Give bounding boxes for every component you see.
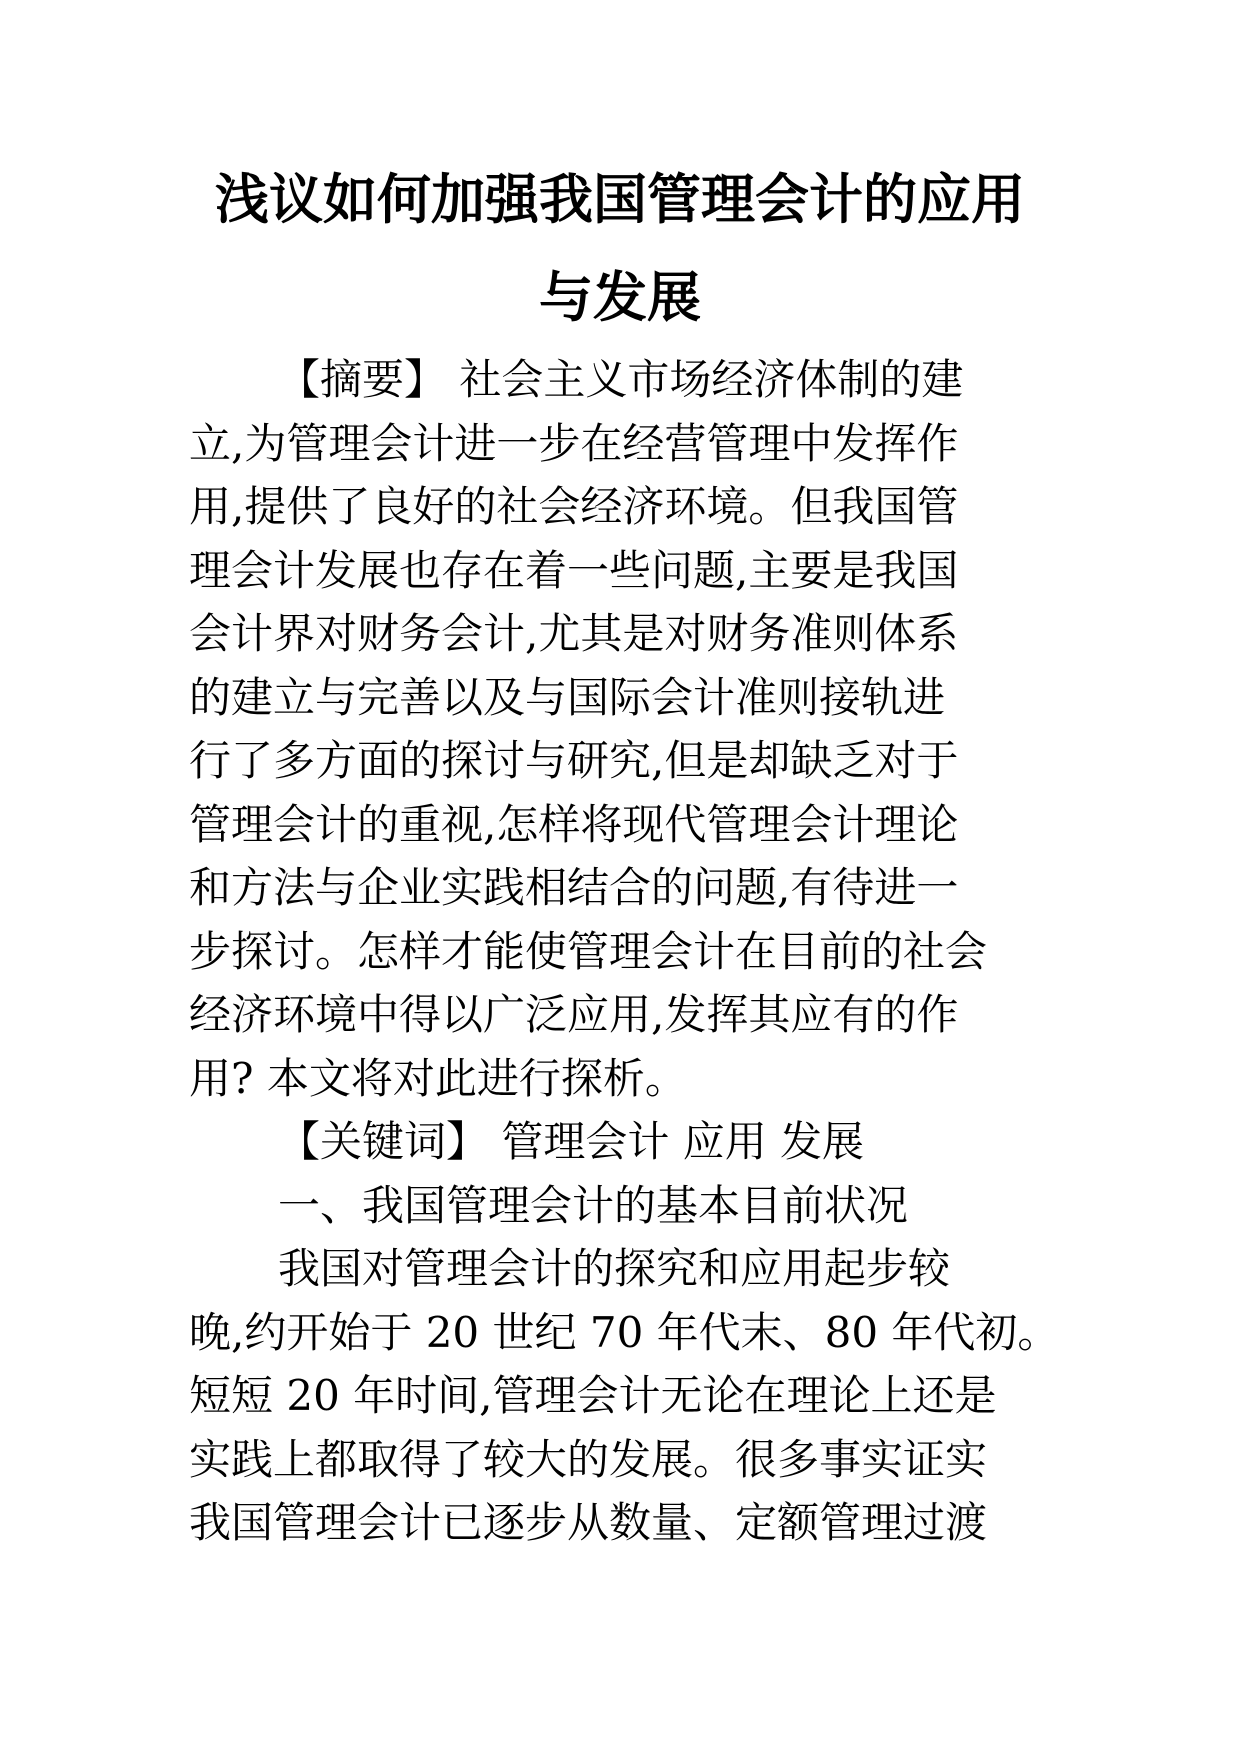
paragraph-line: 我国对管理会计的探究和应用起步较 — [278, 1244, 951, 1293]
abstract-line: 【摘要】 社会主义市场经济体制的建 — [278, 355, 964, 404]
abstract-line: 管理会计的重视,怎样将现代管理会计理论 — [189, 799, 959, 849]
abstract-line: 行了多方面的探讨与研究,但是却缺乏对于 — [189, 736, 959, 785]
abstract-line: 和方法与企业实践相结合的问题,有待进一 — [189, 863, 959, 912]
section-heading: 一、我国管理会计的基本目前状况 — [278, 1180, 909, 1230]
document-body — [189, 348, 1069, 1555]
paragraph-line: 晚,约开始于 20 世纪 70 年代末、80 年代初。 — [189, 1307, 1060, 1357]
abstract-line: 步探讨。怎样才能使管理会计在目前的社会 — [189, 926, 988, 976]
abstract-line: 立,为管理会计进一步在经营管理中发挥作 — [189, 418, 959, 468]
document-title-line-2: 与发展 — [539, 266, 701, 329]
paragraph-line: 实践上都取得了较大的发展。很多事实证实 — [189, 1434, 988, 1484]
abstract-line: 用,提供了良好的社会经济环境。但我国管 — [189, 482, 959, 531]
document-title-line-1: 浅议如何加强我国管理会计的应用 — [215, 168, 1025, 231]
abstract-line: 的建立与完善以及与国际会计准则接轨进 — [189, 672, 946, 722]
abstract-line: 理会计发展也存在着一些问题,主要是我国 — [189, 545, 959, 595]
paragraph-line: 我国管理会计已逐步从数量、定额管理过渡 — [189, 1498, 988, 1547]
keywords-line: 【关键词】 管理会计 应用 发展 — [278, 1117, 865, 1166]
abstract-line: 经济环境中得以广泛应用,发挥其应有的作 — [189, 990, 959, 1039]
paragraph-line: 短短 20 年时间,管理会计无论在理论上还是 — [189, 1371, 997, 1420]
abstract-line: 会计界对财务会计,尤其是对财务准则体系 — [189, 609, 959, 658]
abstract-line: 用? 本文将对此进行探析。 — [189, 1053, 687, 1103]
